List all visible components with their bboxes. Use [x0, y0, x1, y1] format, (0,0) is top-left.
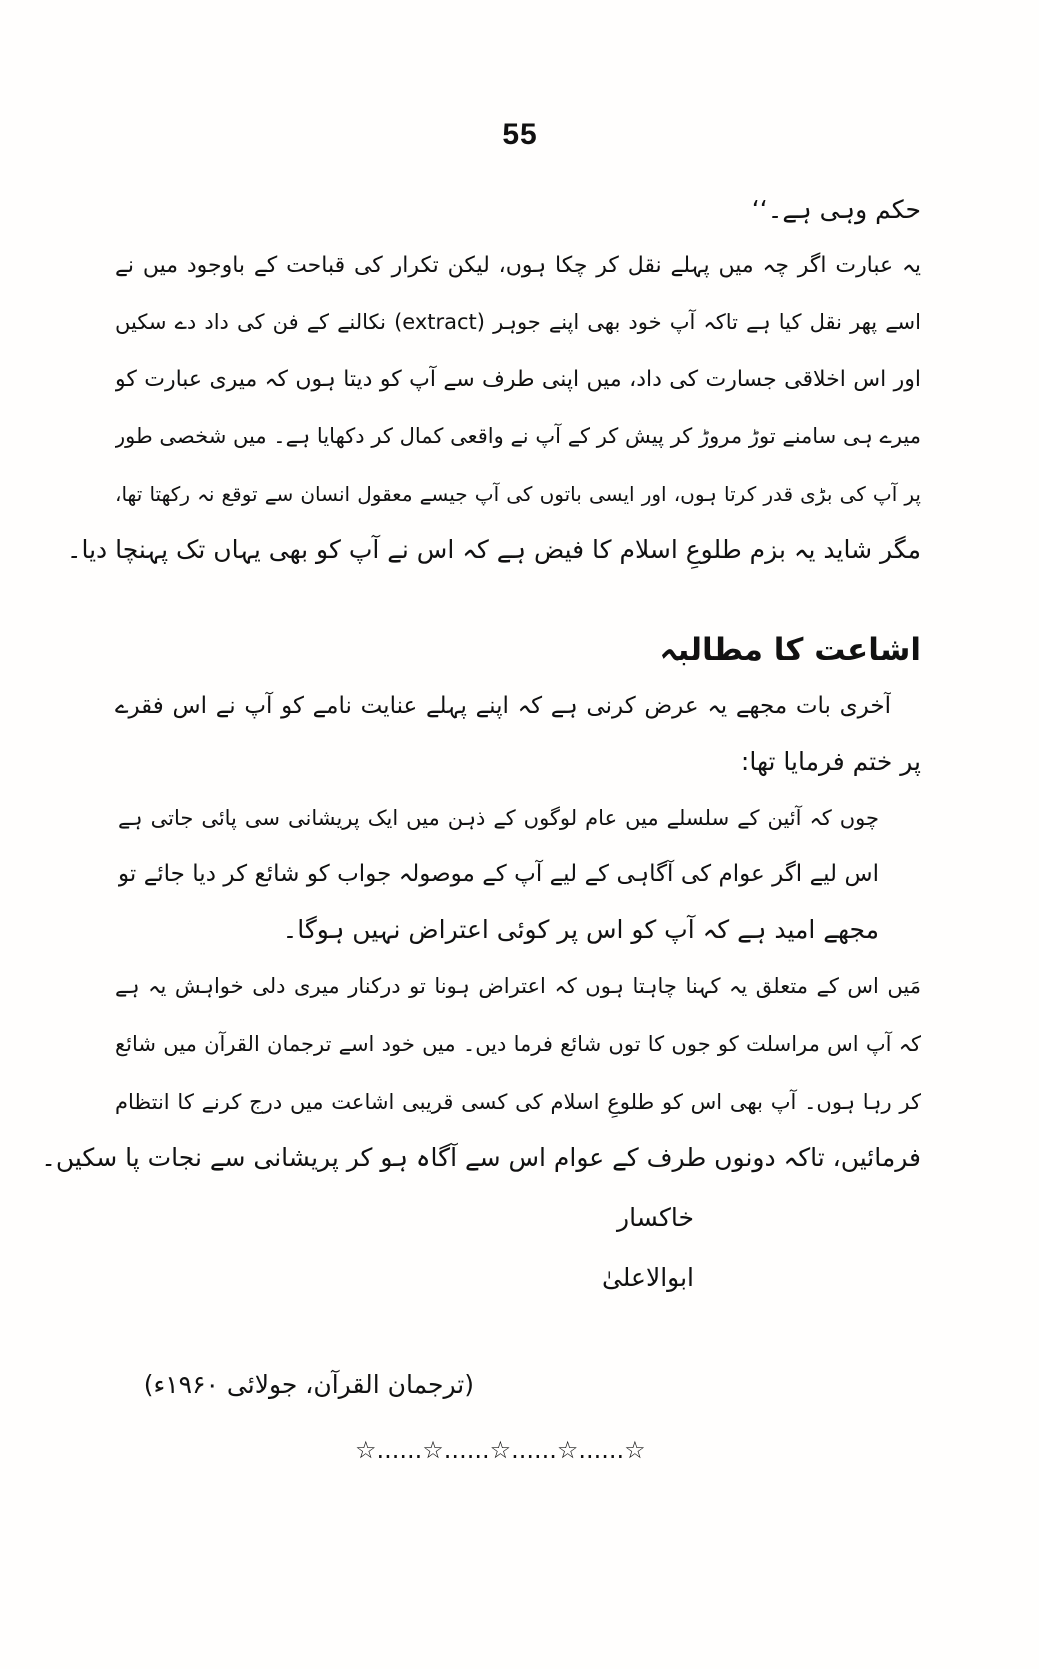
quote-line-2: اس لیے اگر عوام کی آگاہی کے لیے آپ کے موصولہ جواب کو شائع کر دیا جائے تو — [118, 861, 879, 887]
page-number: 55 — [502, 118, 538, 151]
citation: (ترجمان القرآن، جولائی ۱۹۶۰ء) — [143, 1370, 474, 1399]
text-line-4: اور اس اخلاقی جسارت کی داد، میں اپنی طرف سے آپ کو دیتا ہوں کہ میری عبارت کو — [115, 367, 921, 392]
text-line-12: کر رہا ہوں۔ آپ بھی اس کو طلوعِ اسلام کی کسی قریبی اشاعت میں درج کرنے کا انتظام — [115, 1090, 921, 1114]
text-line-10: مَیں اس کے متعلق یہ کہنا چاہتا ہوں کہ اعتراض ہونا تو درکنار میری دلی خواہش یہ ہے — [115, 974, 921, 998]
text-line-2: یہ عبارت اگر چہ میں پہلے نقل کر چکا ہوں، لیکن تکرار کی قباحت کے باوجود میں نے — [115, 253, 921, 278]
text-line-1: حکم وہی ہے۔‘‘ — [751, 195, 921, 224]
text-line-5: میرے ہی سامنے توڑ مروڑ کر پیش کر کے آپ نے واقعی کمال کر دکھایا ہے۔ میں شخصی طور — [115, 424, 921, 448]
text-line-6: پر آپ کی بڑی قدر کرتا ہوں، اور ایسی باتوں کی آپ جیسے معقول انسان سے توقع نہ رکھتا تھا، — [115, 482, 921, 506]
text-line-8: آخری بات مجھے یہ عرض کرنی ہے کہ اپنے پہلے عنایت نامے کو آپ نے اس فقرے — [115, 693, 891, 719]
quote-line-3: مجھے امید ہے کہ آپ کو اس پر کوئی اعتراض نہیں ہوگا۔ — [282, 915, 879, 944]
signature-closing: خاکسار — [617, 1203, 694, 1232]
text-line-7: مگر شاید یہ بزم طلوعِ اسلام کا فیض ہے کہ اس نے آپ کو بھی یہاں تک پہنچا دیا۔ — [66, 535, 921, 564]
text-line-13: فرمائیں، تاکہ دونوں طرف کے عوام اس سے آگاہ ہو کر پریشانی سے نجات پا سکیں۔ — [41, 1143, 921, 1172]
signature-name: ابوالاعلیٰ — [601, 1263, 694, 1292]
section-heading: اشاعت کا مطالبہ — [659, 632, 921, 668]
text-line-9: پر ختم فرمایا تھا: — [740, 747, 921, 776]
star-ornament: ☆......☆......☆......☆......☆ — [355, 1436, 646, 1464]
text-line-3: اسے پھر نقل کیا ہے تاکہ آپ خود بھی اپنے جوہر (extract) نکالنے کے فن کی داد دے سکیں — [115, 310, 921, 334]
quote-line-1: چوں کہ آئین کے سلسلے میں عام لوگوں کے ذہن میں ایک پریشانی سی پائی جاتی ہے — [118, 806, 879, 830]
text-line-11: کہ آپ اس مراسلت کو جوں کا توں شائع فرما دیں۔ میں خود اسے ترجمان القرآن میں شائع — [115, 1032, 921, 1056]
